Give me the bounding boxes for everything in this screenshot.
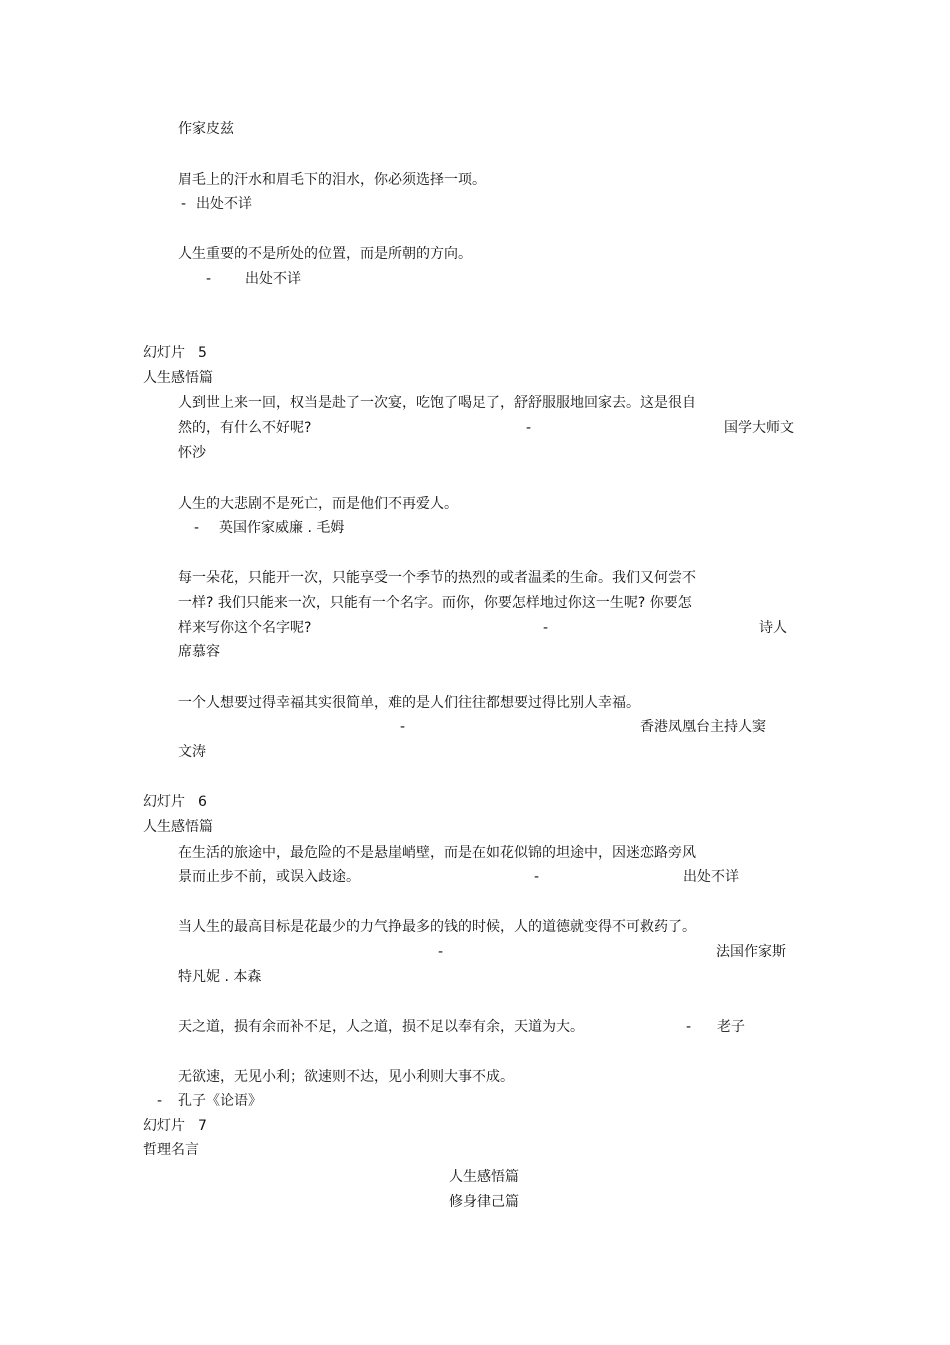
quote-source: 法国作家斯 (716, 944, 786, 960)
quote-text: 在生活的旅途中，最危险的不是悬崖峭壁，而是在如花似锦的坦途中，因迷恋路旁风 (178, 845, 696, 861)
slide-header: 幻灯片 (143, 794, 185, 810)
quote-text: 人生的大悲剧不是死亡，而是他们不再爱人。 (178, 496, 458, 512)
quote-source: 诗人 (759, 620, 787, 636)
quote-source: 孔子《论语》 (178, 1093, 262, 1109)
quote-source: 老子 (717, 1019, 745, 1035)
quote-text: 样来写你这个名字呢? (178, 620, 312, 636)
slide-subtitle: 人生感悟篇 (143, 819, 213, 835)
quote-text: 当人生的最高目标是花最少的力气挣最多的钱的时候，人的道德就变得不可救药了。 (178, 919, 696, 935)
quote-dash: - (686, 1019, 692, 1035)
slide-number: 5 (198, 345, 207, 361)
quote-source: 英国作家威廉 . 毛姆 (219, 520, 345, 536)
quote-dash: - (543, 620, 549, 636)
quote-source: 出处不详 (245, 271, 301, 287)
slide-header: 幻灯片 (143, 345, 185, 361)
quote-source: 怀沙 (178, 445, 206, 461)
quote-source: 国学大师文 (724, 420, 794, 436)
quote-text: 无欲速，无见小利；欲速则不达，见小利则大事不成。 (178, 1069, 514, 1085)
slide-subtitle: 人生感悟篇 (143, 370, 213, 386)
quote-text: 眉毛上的汗水和眉毛下的泪水，你必须选择一项。 (178, 172, 486, 188)
quote-source: 文涛 (178, 744, 206, 760)
quote-dash: - (181, 196, 187, 212)
quote-dash: - (534, 869, 540, 885)
quote-text: 人到世上来一回，权当是赴了一次宴，吃饱了喝足了，舒舒服服地回家去。这是很自 (178, 395, 696, 411)
quote-dash: - (206, 271, 212, 287)
section-title: 修身律己篇 (449, 1194, 519, 1210)
quote-dash: - (157, 1093, 163, 1109)
quote-source: 出处不详 (196, 196, 252, 212)
slide-header: 幻灯片 (143, 1118, 185, 1134)
quote-text: 人生重要的不是所处的位置，而是所朝的方向。 (178, 246, 472, 262)
quote-source: 席慕容 (178, 644, 220, 660)
quote-source: 香港凤凰台主持人窦 (640, 719, 766, 735)
quote-text: 然的，有什么不好呢? (178, 420, 312, 436)
quote-source: 特凡妮 . 本森 (178, 969, 262, 985)
quote-source: 出处不详 (683, 869, 739, 885)
quote-text: 天之道，损有余而补不足，人之道，损不足以奉有余，天道为大。 (178, 1019, 584, 1035)
slide-number: 6 (198, 794, 207, 810)
quote-dash: - (526, 420, 532, 436)
section-title: 人生感悟篇 (449, 1169, 519, 1185)
quote-text: 一样? 我们只能来一次，只能有一个名字。而你，你要怎样地过你这一生呢? 你要怎 (178, 595, 692, 611)
quote-text: 景而止步不前，或误入歧途。 (178, 869, 360, 885)
slide-subtitle: 哲理名言 (143, 1142, 199, 1158)
slide-number: 7 (198, 1118, 207, 1134)
author-line: 作家皮兹 (178, 121, 234, 137)
quote-dash: - (400, 719, 406, 735)
quote-text: 一个人想要过得幸福其实很简单，难的是人们往往都想要过得比别人幸福。 (178, 695, 640, 711)
quote-text: 每一朵花，只能开一次，只能享受一个季节的热烈的或者温柔的生命。我们又何尝不 (178, 570, 696, 586)
quote-dash: - (194, 520, 200, 536)
quote-dash: - (438, 944, 444, 960)
